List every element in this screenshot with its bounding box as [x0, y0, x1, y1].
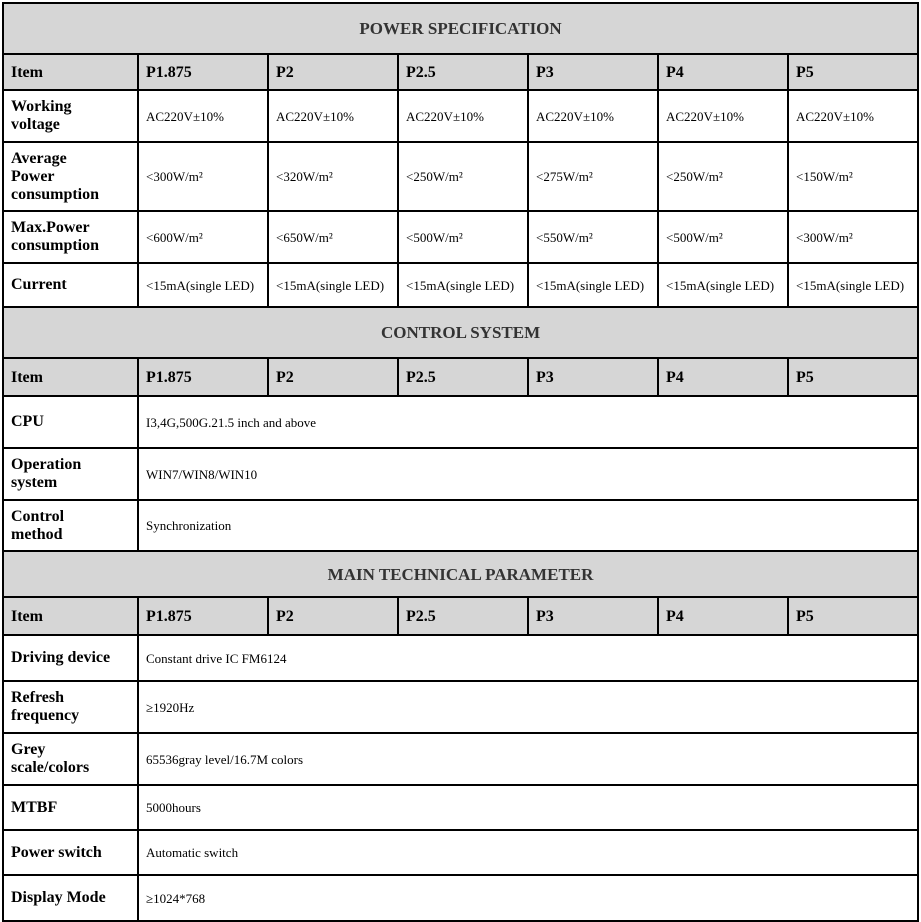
column-header: P2.5: [398, 358, 528, 396]
row-value: Synchronization: [138, 500, 918, 551]
column-header: P3: [528, 597, 658, 635]
cell-value: <550W/m²: [528, 211, 658, 263]
row-label: [3, 500, 138, 551]
row-value: Constant drive IC FM6124: [138, 635, 918, 681]
power-header-row: [3, 54, 918, 90]
row-label: [3, 90, 138, 142]
column-header: P5: [788, 358, 918, 396]
table-row: [3, 500, 918, 551]
control-header-row: [3, 358, 918, 396]
row-label-line: CPU: [11, 413, 44, 430]
table-row: [3, 733, 918, 785]
cell-value: <500W/m²: [398, 211, 528, 263]
cell-value: <150W/m²: [788, 142, 918, 211]
table-row: [3, 211, 918, 263]
column-header: Item: [3, 54, 138, 90]
table-row: [3, 90, 918, 142]
row-label: [3, 733, 138, 785]
row-label: [3, 635, 138, 681]
column-header: P2.5: [398, 597, 528, 635]
column-header: Item: [3, 597, 138, 635]
column-header: P2: [268, 597, 398, 635]
row-label: [3, 785, 138, 830]
row-label: [3, 142, 138, 211]
cell-value: AC220V±10%: [138, 90, 268, 142]
power-section-row: [3, 3, 918, 54]
cell-value: AC220V±10%: [658, 90, 788, 142]
row-label-line: Power: [11, 167, 55, 185]
technical-section-row: [3, 551, 918, 597]
row-label: [3, 830, 138, 875]
row-label: [3, 681, 138, 733]
row-label-line: MTBF: [11, 798, 58, 816]
table-row: [3, 142, 918, 211]
cell-value: <15mA(single LED): [528, 263, 658, 307]
row-label-line: Driving device: [11, 649, 111, 666]
column-header: Item: [3, 358, 138, 396]
row-label-line: consumption: [11, 237, 100, 254]
row-value: Automatic switch: [138, 830, 918, 875]
cell-value: AC220V±10%: [788, 90, 918, 142]
spec-table: [2, 2, 919, 922]
row-label-line: consumption: [11, 185, 100, 203]
column-header: P2: [268, 54, 398, 90]
column-header: P4: [658, 54, 788, 90]
cell-value: AC220V±10%: [268, 90, 398, 142]
row-label-line: Current: [11, 276, 67, 293]
row-label: [3, 263, 138, 307]
table-row: [3, 785, 918, 830]
cell-value: <15mA(single LED): [138, 263, 268, 307]
cell-value: <275W/m²: [528, 142, 658, 211]
cell-value: AC220V±10%: [528, 90, 658, 142]
row-label-line: Working: [11, 98, 72, 115]
row-label-line: scale/colors: [11, 759, 90, 776]
row-label-line: Operation: [11, 456, 82, 473]
table-row: [3, 875, 918, 921]
row-label-line: Refresh: [11, 689, 65, 706]
row-label-line: Average: [11, 149, 67, 167]
column-header: P1.875: [138, 597, 268, 635]
table-row: [3, 830, 918, 875]
row-label-line: Power switch: [11, 843, 102, 861]
column-header: P4: [658, 597, 788, 635]
cell-value: <250W/m²: [398, 142, 528, 211]
column-header: P2.5: [398, 54, 528, 90]
cell-value: AC220V±10%: [398, 90, 528, 142]
table-row: [3, 635, 918, 681]
row-label-line: frequency: [11, 707, 80, 724]
row-value: ≥1920Hz: [138, 681, 918, 733]
column-header: P5: [788, 54, 918, 90]
row-label: [3, 396, 138, 448]
cell-value: <15mA(single LED): [398, 263, 528, 307]
row-label: [3, 875, 138, 921]
cell-value: <600W/m²: [138, 211, 268, 263]
column-header: P1.875: [138, 54, 268, 90]
table-row: [3, 681, 918, 733]
column-header: P2: [268, 358, 398, 396]
row-label: [3, 448, 138, 500]
row-value: ≥1024*768: [138, 875, 918, 921]
column-header: P5: [788, 597, 918, 635]
table-row: [3, 448, 918, 500]
table-row: [3, 396, 918, 448]
cell-value: <300W/m²: [138, 142, 268, 211]
row-value: WIN7/WIN8/WIN10: [138, 448, 918, 500]
column-header: P3: [528, 54, 658, 90]
column-header: P4: [658, 358, 788, 396]
cell-value: <250W/m²: [658, 142, 788, 211]
cell-value: <15mA(single LED): [788, 263, 918, 307]
row-label-line: Display Mode: [11, 889, 106, 906]
row-label-line: method: [11, 525, 63, 543]
row-value: I3,4G,500G.21.5 inch and above: [138, 396, 918, 448]
row-value: 65536gray level/16.7M colors: [138, 733, 918, 785]
cell-value: <15mA(single LED): [268, 263, 398, 307]
power-section-title: POWER SPECIFICATION: [3, 3, 918, 54]
cell-value: <300W/m²: [788, 211, 918, 263]
column-header: P1.875: [138, 358, 268, 396]
row-label: [3, 211, 138, 263]
row-label-line: Grey: [11, 741, 46, 758]
technical-section-title: MAIN TECHNICAL PARAMETER: [3, 551, 918, 597]
cell-value: <650W/m²: [268, 211, 398, 263]
column-header: P3: [528, 358, 658, 396]
control-section-row: [3, 307, 918, 358]
cell-value: <320W/m²: [268, 142, 398, 211]
row-label-line: Max.Power: [11, 219, 90, 236]
control-section-title: CONTROL SYSTEM: [3, 307, 918, 358]
row-label-line: voltage: [11, 116, 60, 133]
cell-value: <15mA(single LED): [658, 263, 788, 307]
row-value: 5000hours: [138, 785, 918, 830]
table-row: [3, 263, 918, 307]
technical-header-row: [3, 597, 918, 635]
row-label-line: system: [11, 474, 58, 491]
cell-value: <500W/m²: [658, 211, 788, 263]
row-label-line: Control: [11, 507, 65, 525]
